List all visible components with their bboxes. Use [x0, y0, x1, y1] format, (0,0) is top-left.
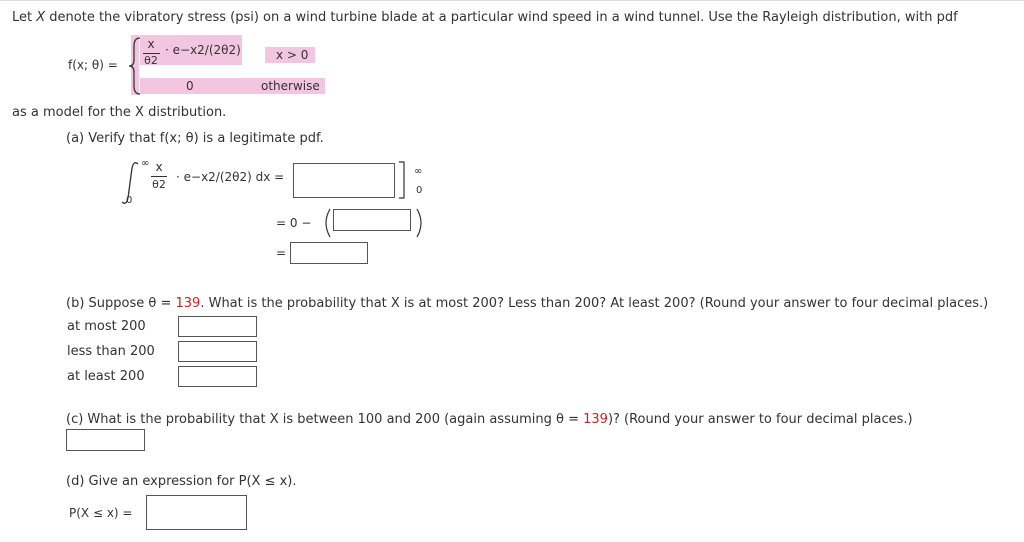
integrand-expression: · e−x2/(2θ2) dx = [176, 170, 285, 184]
top-divider [0, 0, 1024, 1]
integrand-fraction-bar [151, 176, 167, 177]
model-text: as a model for the X distribution. [12, 105, 227, 120]
theta-value: 139 [583, 412, 608, 427]
part-b-question: (b) Suppose θ = 139. What is the probability that X is at most 200? Less than 200? At least 200? (Round your answer to four decimal places.) [66, 296, 989, 311]
right-paren-icon [414, 207, 428, 239]
theta-value: 139 [175, 296, 201, 311]
case1-denominator: θ2 [144, 54, 158, 67]
part-a-question: (a) Verify that f(x; θ) is a legitimate pdf. [66, 131, 324, 146]
pdf-lhs: f(x; θ) = [68, 58, 118, 72]
antiderivative-input[interactable] [293, 163, 395, 198]
less-than-label: less than 200 [67, 344, 155, 359]
eval-upper-limit: ∞ [414, 166, 423, 177]
case1-exponential: · e−x2/(2θ2) [165, 43, 241, 57]
case1-numerator: x [147, 37, 155, 51]
integral-upper-limit: ∞ [141, 158, 150, 169]
eval-lower-limit: 0 [416, 185, 423, 196]
line2-prefix: = 0 − [276, 216, 312, 230]
at-most-input[interactable] [178, 316, 257, 337]
part-d-question: (d) Give an expression for P(X ≤ x). [66, 474, 297, 489]
left-paren-icon [320, 207, 334, 239]
integrand-denominator: θ2 [152, 178, 166, 191]
at-least-label: at least 200 [67, 369, 145, 384]
at-most-label: at most 200 [67, 319, 146, 334]
intro-text: Let X denote the vibratory stress (psi) on a wind turbine blade at a particular wind speed in a wind tunnel. Use the Rayleigh distribution, with pdf [12, 10, 958, 25]
integral-result-input[interactable] [290, 242, 368, 264]
case2-condition: otherwise [261, 79, 320, 93]
cdf-label: P(X ≤ x) = [69, 506, 133, 520]
integrand-numerator: x [155, 160, 163, 174]
part-c-question: (c) What is the probability that X is between 100 and 200 (again assuming θ = 139)? (Round your answer to four decimal places.) [66, 412, 913, 427]
line3-prefix: = [276, 246, 287, 260]
eval-bracket-icon [397, 160, 407, 202]
cdf-expression-input[interactable] [146, 495, 247, 530]
integral-lower-limit: 0 [126, 195, 133, 206]
at-least-input[interactable] [178, 366, 257, 387]
lower-eval-input[interactable] [333, 209, 411, 231]
case2-value: 0 [186, 79, 194, 93]
between-input[interactable] [66, 429, 145, 451]
case1-condition: x > 0 [276, 48, 309, 62]
less-than-input[interactable] [178, 341, 257, 362]
